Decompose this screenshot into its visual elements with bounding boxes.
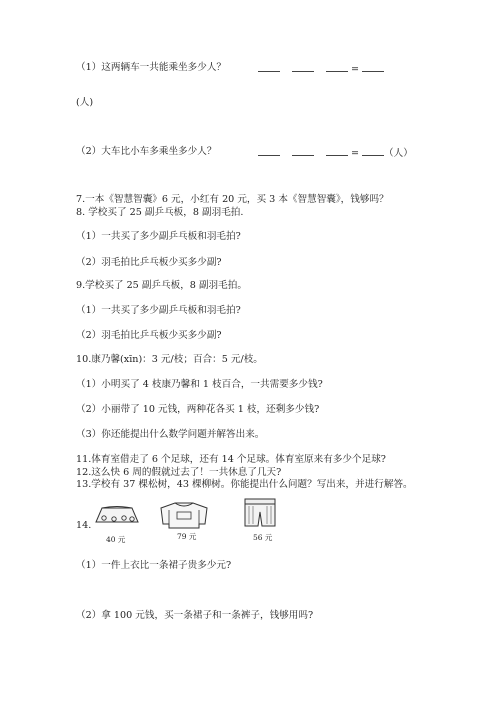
- shirt-image: [155, 500, 213, 532]
- q6-unit-text: (人): [76, 97, 94, 108]
- blank[interactable]: [362, 146, 384, 156]
- q10-sub1: （1）小明买了 4 枝康乃馨和 1 枝百合，一共需要多少钱?: [76, 379, 323, 390]
- equals-sign: =: [351, 64, 360, 75]
- blank[interactable]: [292, 62, 314, 72]
- q6-sub2-answer-blanks: [258, 146, 413, 160]
- q14-sub2: （2）拿 100 元钱，买一条裙子和一条裤子，钱够用吗?: [76, 610, 314, 621]
- q6-sub2-text: （2）大车比小车多乘坐多少人？: [76, 146, 217, 157]
- blank[interactable]: [326, 62, 348, 72]
- pants-price: 56 元: [253, 533, 273, 542]
- blank[interactable]: [326, 146, 348, 156]
- q10-stem: 10.康乃馨(xīn)：3 元/枝；百合：5 元/枝。: [76, 354, 263, 365]
- shirt-price: 79 元: [177, 532, 197, 541]
- q7-text: 7.一本《智慧智囊》6 元，小红有 20 元，买 3 本《智慧智囊》，钱够吗？: [76, 194, 389, 205]
- q10-sub2: （2）小丽带了 10 元钱，两种花各买 1 枝，还剩多少钱?: [76, 404, 320, 415]
- blank[interactable]: [258, 146, 280, 156]
- skirt-price: 40 元: [106, 535, 126, 544]
- blank[interactable]: [292, 146, 314, 156]
- q8-sub1: （1）一共买了多少副乒乓板和羽毛拍?: [76, 231, 241, 242]
- q11-text: 11.体育室借走了 6 个足球，还有 14 个足球。体育室原来有多少个足球?: [76, 454, 386, 465]
- pants-image: [241, 496, 279, 530]
- equals-sign: =: [351, 148, 360, 159]
- q8-stem: 8. 学校买了 25 副乒乓板，8 副羽毛拍.: [76, 207, 244, 218]
- q9-sub1: （1）一共买了多少副乒乓板和羽毛拍?: [76, 305, 241, 316]
- q14-sub1: （1）一件上衣比一条裙子贵多少元?: [76, 560, 232, 571]
- q9-stem: 9.学校买了 25 副乒乓板，8 副羽毛拍。: [76, 280, 247, 291]
- skirt-image: [92, 502, 142, 528]
- blank[interactable]: [258, 62, 280, 72]
- unit-label: （人）: [384, 148, 413, 159]
- q9-sub2: （2）羽毛拍比乒乓板少买多少副?: [76, 330, 222, 341]
- q8-sub2: （2）羽毛拍比乒乓板少买多少副?: [76, 257, 222, 268]
- q6-sub1-text: （1）这两辆车一共能乘坐多少人？: [76, 62, 227, 73]
- blank[interactable]: [362, 62, 384, 72]
- q12-text: 12.这么快 6 周的假就过去了！一共休息了几天?: [76, 467, 282, 478]
- q6-sub1-answer-blanks: [258, 62, 384, 76]
- q10-sub3: （3）你还能提出什么数学问题并解答出来。: [76, 429, 265, 440]
- q14-number: 14.: [76, 520, 92, 531]
- q13-text: 13.学校有 37 棵松树，43 棵柳树。你能提出什么问题？写出来，并进行解答。: [76, 479, 413, 490]
